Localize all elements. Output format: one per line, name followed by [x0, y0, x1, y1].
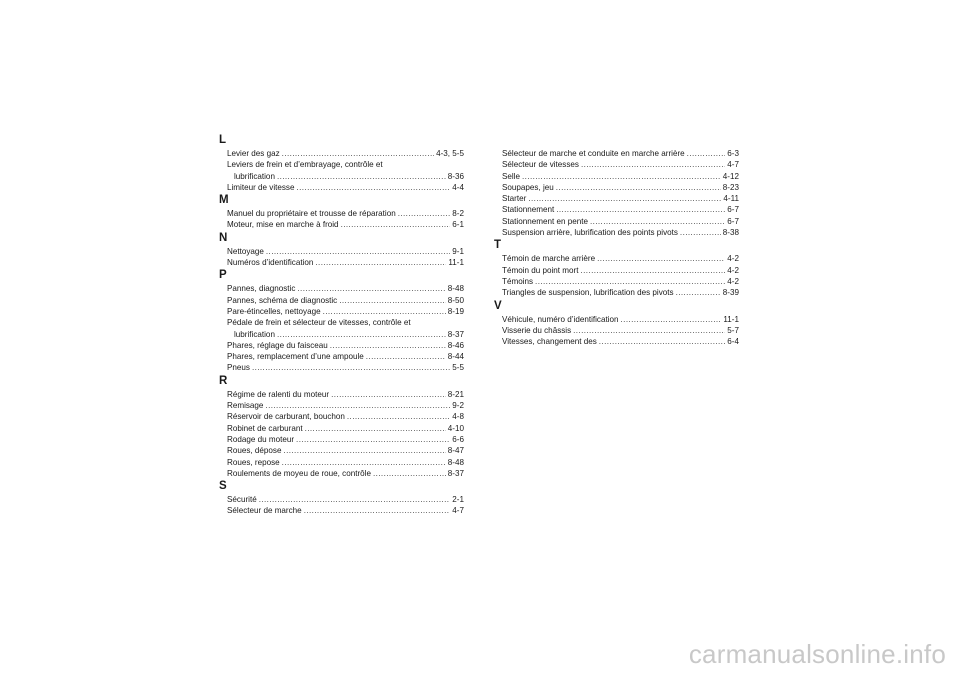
- index-entry: Témoins ..... 4-2: [494, 276, 739, 287]
- index-entry: Robinet de carburant ..... 4-10: [219, 423, 464, 434]
- watermark-text: carmanualsonline.info: [688, 639, 946, 669]
- index-column-right: [494, 148, 739, 347]
- index-letter-v: V: [494, 299, 502, 312]
- index-entry: Levier des gaz ..... 4-3, 5-5: [219, 148, 464, 159]
- index-entry: Manuel du propriétaire et trousse de réparation ..... 8-2: [219, 208, 464, 219]
- index-entry: Sélecteur de marche ..... 4-7: [219, 505, 464, 516]
- index-entry: Témoin de marche arrière ..... 4-2: [494, 253, 739, 264]
- index-entry: Réservoir de carburant, bouchon ..... 4-8: [219, 411, 464, 422]
- index-entry: Roulements de moyeu de roue, contrôle ..... 8-37: [219, 468, 464, 479]
- index-entry: Suspension arrière, lubrification des points pivots ..... 8-38: [494, 227, 739, 238]
- index-letter-n: N: [219, 231, 228, 244]
- index-entry: Stationnement en pente ..... 6-7: [494, 216, 739, 227]
- index-letter-t: T: [494, 239, 502, 252]
- index-letter-m: M: [219, 194, 229, 207]
- index-entry: Selle ..... 4-12: [494, 171, 739, 182]
- index-letter-r: R: [219, 374, 228, 387]
- index-column-left: [219, 133, 464, 517]
- index-entry: Phares, remplacement d’une ampoule ..... 8-44: [219, 351, 464, 362]
- index-entry: Véhicule, numéro d’identification ..... 11-1: [494, 314, 739, 325]
- index-entry: Visserie du châssis ..... 5-7: [494, 325, 739, 336]
- index-entry: lubrification ..... 8-36: [219, 171, 464, 182]
- index-entry: Stationnement ..... 6-7: [494, 204, 739, 215]
- index-entry: Roues, repose ..... 8-48: [219, 457, 464, 468]
- index-entry-heading: Pédale de frein et sélecteur de vitesses, contrôle et: [227, 318, 411, 328]
- index-entry: Roues, dépose ..... 8-47: [219, 445, 464, 456]
- index-entry: Soupapes, jeu ..... 8-23: [494, 182, 739, 193]
- index-entry: Limiteur de vitesse ..... 4-4: [219, 182, 464, 193]
- index-entry: Témoin du point mort ..... 4-2: [494, 265, 739, 276]
- index-entry: Moteur, mise en marche à froid ..... 6-1: [219, 219, 464, 230]
- index-entry: Triangles de suspension, lubrification des pivots ..... 8-39: [494, 287, 739, 298]
- index-entry: Sécurité ..... 2-1: [219, 494, 464, 505]
- index-entry: Pare-étincelles, nettoyage ..... 8-19: [219, 306, 464, 317]
- index-letter-l: L: [219, 134, 227, 146]
- index-entry: Pneus ..... 5-5: [219, 362, 464, 373]
- index-letter-p: P: [219, 269, 227, 282]
- index-entry: Starter ..... 4-11: [494, 193, 739, 204]
- index-entry: Sélecteur de vitesses ..... 4-7: [494, 159, 739, 170]
- index-entry: Vitesses, changement des ..... 6-4: [494, 336, 739, 347]
- index-entry: Remisage ..... 9-2: [219, 400, 464, 411]
- index-entry: Sélecteur de marche et conduite en marche arrière ..... 6-3: [494, 148, 739, 159]
- index-entry: Nettoyage ..... 9-1: [219, 246, 464, 257]
- index-entry: Pannes, diagnostic ..... 8-48: [219, 283, 464, 294]
- index-entry: Rodage du moteur ..... 6-6: [219, 434, 464, 445]
- index-entry: Régime de ralenti du moteur ..... 8-21: [219, 389, 464, 400]
- index-entry-heading: Leviers de frein et d’embrayage, contrôle et: [227, 160, 383, 170]
- index-entry: lubrification ..... 8-37: [219, 329, 464, 340]
- index-entry: Pannes, schéma de diagnostic ..... 8-50: [219, 295, 464, 306]
- index-entry: Phares, réglage du faisceau ..... 8-46: [219, 340, 464, 351]
- index-letter-s: S: [219, 480, 227, 493]
- index-entry: Numéros d’identification ..... 11-1: [219, 257, 464, 268]
